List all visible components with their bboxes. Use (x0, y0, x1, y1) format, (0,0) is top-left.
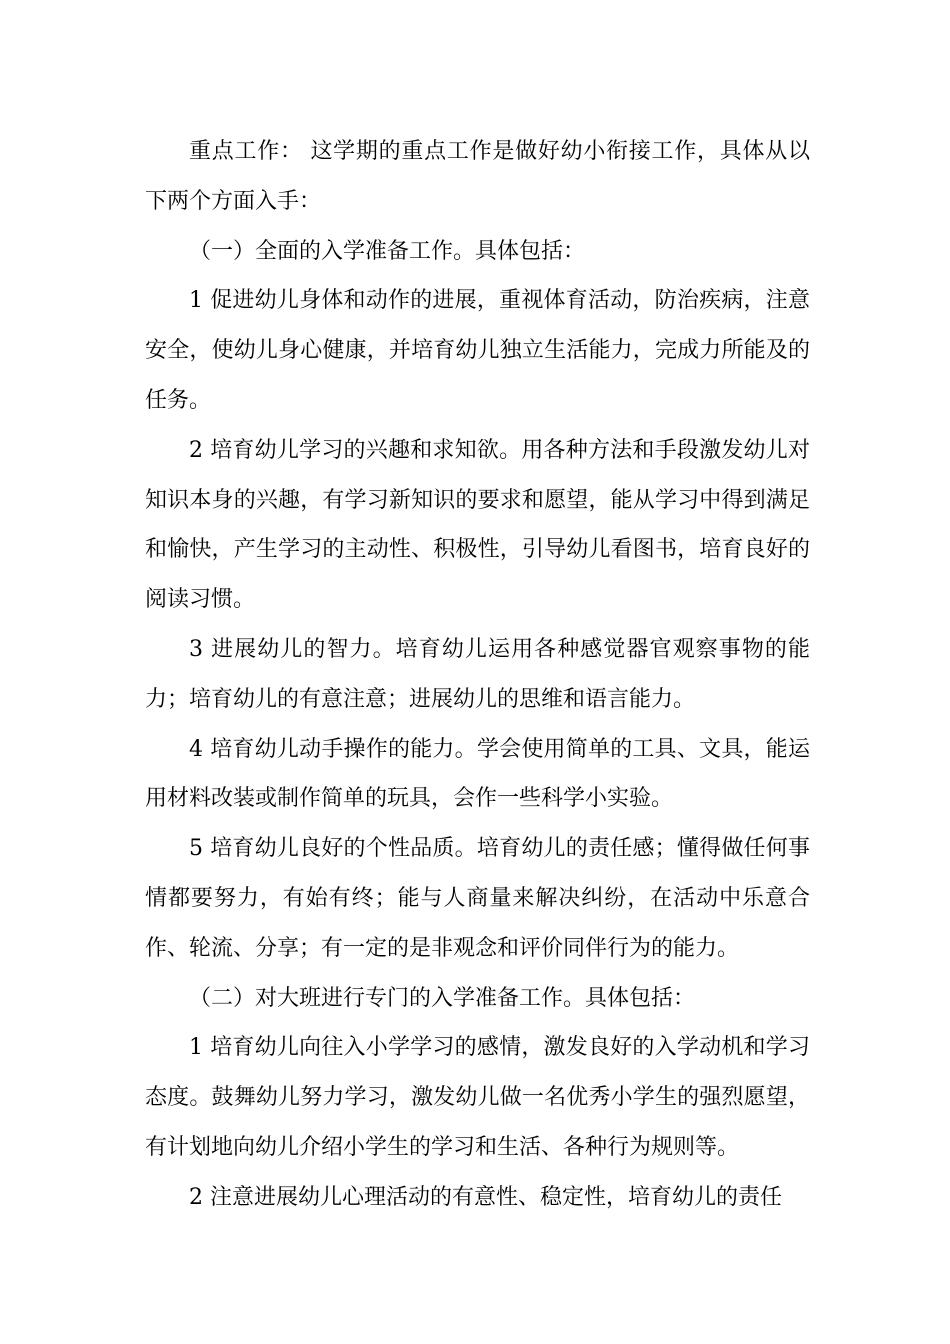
paragraph-item: 2 培育幼儿学习的兴趣和求知欲。用各种方法和手段激发幼儿对知识本身的兴趣，有学习新知识的要求和愿望，能从学习中得到满足和愉快，产生学习的主动性、积极性，引导幼儿看图书，培育良好的阅读习惯。 (145, 437, 810, 613)
document-body (145, 127, 810, 1223)
paragraph-item: 4 培育幼儿动手操作的能力。学会使用简单的工具、文具，能运用材料改装或制作简单的玩具，会作一些科学小实验。 (145, 736, 810, 812)
paragraph-item: 1 培育幼儿向往入小学学习的感情，激发良好的入学动机和学习态度。鼓舞幼儿努力学习，激发幼儿做一名优秀小学生的强烈愿望，有计划地向幼儿介绍小学生的学习和生活、各种行为规则等。 (145, 1035, 810, 1160)
paragraph-item: 3 进展幼儿的智力。培育幼儿运用各种感觉器官观察事物的能力；培育幼儿的有意注意；进展幼儿的思维和语言能力。 (145, 636, 810, 712)
section-heading-1: （一）全面的入学准备工作。具体包括： (189, 238, 586, 264)
paragraph-item: 1 促进幼儿身体和动作的进展，重视体育活动，防治疾病，注意安全，使幼儿身心健康，并培育幼儿独立生活能力，完成力所能及的任务。 (145, 288, 810, 413)
paragraph-item: 2 注意进展幼儿心理活动的有意性、稳定性，培育幼儿的责任 (189, 1184, 782, 1210)
section-heading-2: （二）对大班进行专门的入学准备工作。具体包括： (189, 985, 696, 1011)
paragraph-key-work: 重点工作： 这学期的重点工作是做好幼小衔接工作，具体从以下两个方面入手： (145, 139, 810, 214)
paragraph-item: 5 培育幼儿良好的个性品质。培育幼儿的责任感；懂得做任何事情都要努力，有始有终；能与人商量来解决纠纷，在活动中乐意合作、轮流、分享；有一定的是非观念和评价同伴行为的能力。 (145, 836, 810, 961)
